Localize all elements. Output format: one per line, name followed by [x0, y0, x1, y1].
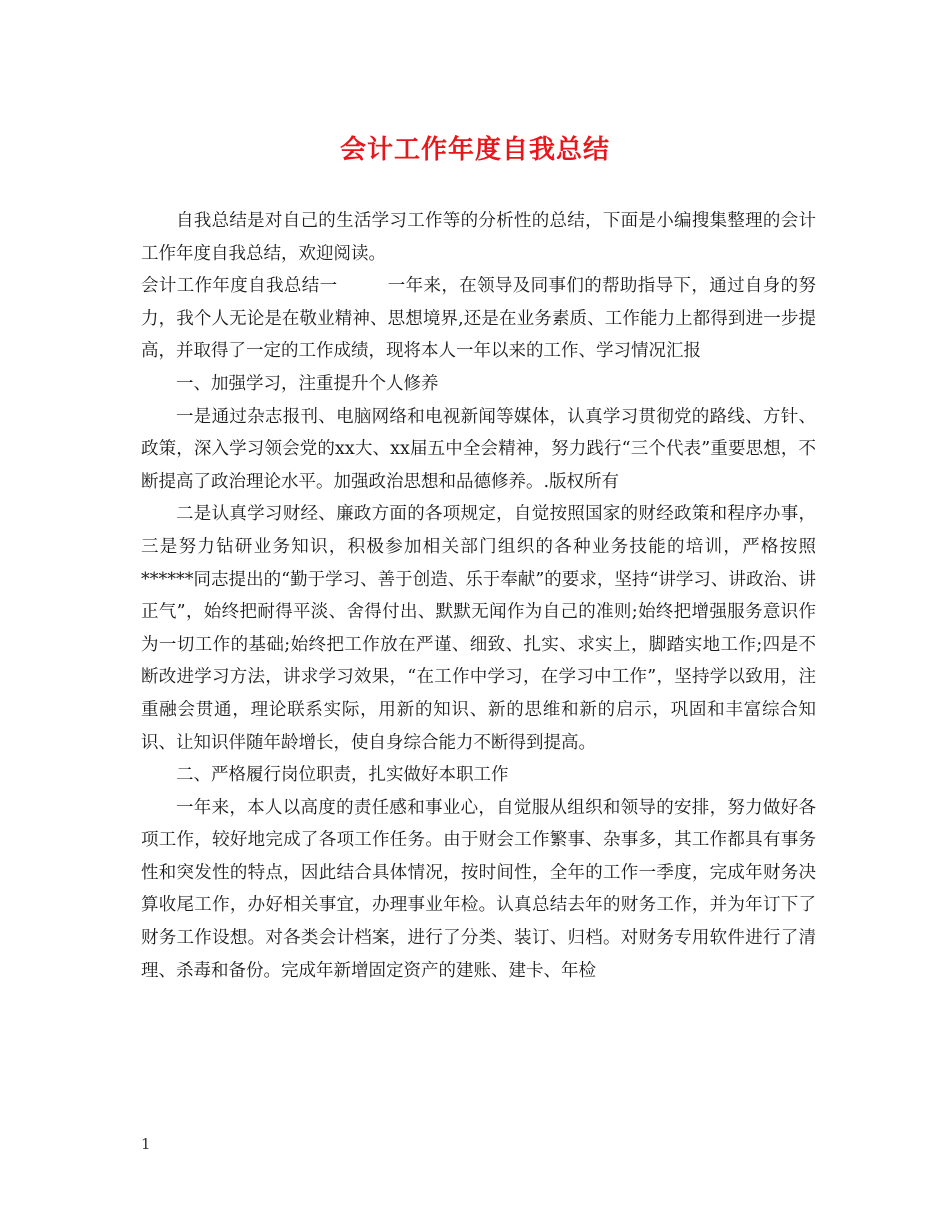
intro-paragraph: 自我总结是对自己的生活学习工作等的分析性的总结，下面是小编搜集整理的会计工作年度自我总结，欢迎阅读。	[141, 211, 816, 264]
paragraph-one: 一是通过杂志报刊、电脑网络和电视新闻等媒体，认真学习贯彻党的路线、方针、政策，深入学习领会党的xx大、xx届五中全会精神，努力践行“三个代表”重要思想，不断提高了政治理论水平。加强政治思想和品德修养。.版权所有	[141, 406, 816, 492]
heading-one: 一、加强学习，注重提升个人修养	[176, 373, 439, 394]
section-start-text: 一年来，在领导及同事们的帮助指导下，通过自身的努力，我个人无论是在敬业精神、思想境界,还是在业务素质、工作能力上都得到进一步提高，并取得了一定的工作成绩，现将本人一年以来的工作、学习情况汇报	[141, 276, 817, 362]
document-title: 会计工作年度自我总结	[339, 135, 610, 165]
section-label: 会计工作年度自我总结一	[141, 276, 338, 297]
paragraph-three: 一年来，本人以高度的责任感和事业心，自觉服从组织和领导的安排，努力做好各项工作，较好地完成了各项工作任务。由于财会工作繁事、杂事多，其工作都具有事务性和突发性的特点，因此结合具体情况，按时间性，全年的工作一季度，完成年财务决算收尾工作，办好相关事宜，办理事业年检。认真总结去年的财务工作，并为年订下了财务工作设想。对各类会计档案，进行了分类、装订、归档。对财务专用软件进行了清理、杀毒和备份。完成年新增固定资产的建账、建卡、年检	[141, 797, 816, 981]
section-one-paragraph	[141, 270, 816, 368]
page-number: 1	[141, 1135, 151, 1153]
heading-two: 二、严格履行岗位职责，扎实做好本职工作	[176, 765, 509, 786]
document-body	[141, 205, 816, 987]
paragraph-two: 二是认真学习财经、廉政方面的各项规定，自觉按照国家的财经政策和程序办事，三是努力钻研业务知识，积极参加相关部门组织的各种业务技能的培训，严格按照******同志提出的“勤于学习、善于创造、乐于奉献”的要求，坚持“讲学习、讲政治、讲正气”，始终把耐得平淡、舍得付出、默默无闻作为自己的准则;始终把增强服务意识作为一切工作的基础;始终把工作放在严谨、细致、扎实、求实上，脚踏实地工作;四是不断改进学习方法，讲求学习效果，“在工作中学习，在学习中工作”，坚持学以致用，注重融会贯通，理论联系实际，用新的知识、新的思维和新的启示，巩固和丰富综合知识、让知识伴随年龄增长，使自身综合能力不断得到提高。	[141, 504, 816, 753]
